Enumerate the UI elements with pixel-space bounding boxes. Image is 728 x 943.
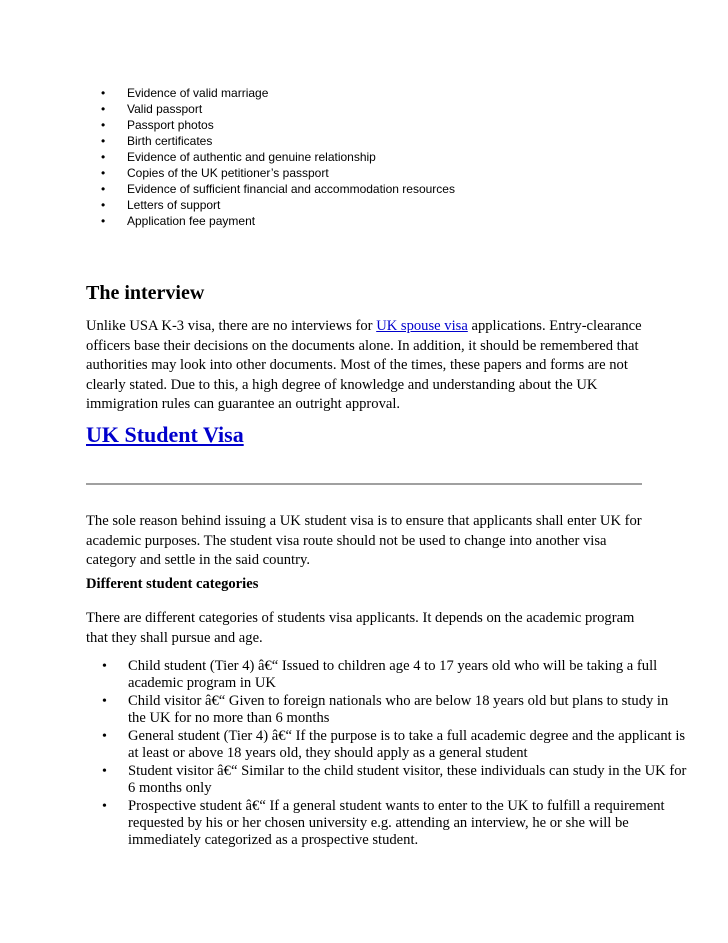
list-item: • Birth certificates	[127, 133, 687, 149]
list-item: • Evidence of authentic and genuine relationship	[127, 149, 687, 165]
student-categories-list	[86, 658, 688, 850]
interview-heading: The interview	[86, 282, 205, 304]
list-item: • Child student (Tier 4) â€“ Issued to children age 4 to 17 years old who will be taking a full academic program in UK	[128, 658, 688, 692]
interview-text-end: applications. Entry-clearance officers base their decisions on the documents alone. In addition, it should be remembered that authorities may look into other documents. Most of the times, these papers and forms are not clearly stated. Due to this, a high degree of knowledge and understanding about the UK immigration rules can guarantee an outright approval.	[86, 318, 642, 413]
list-item: • Passport photos	[127, 117, 687, 133]
horizontal-divider	[86, 483, 642, 485]
list-item: • Letters of support	[127, 197, 687, 213]
list-item: • Prospective student â€“ If a general student wants to enter to the UK to fulfill a requirement requested by his or her chosen university e.g. attending an interview, he or she will be immediately categorized as a prospective student.	[128, 798, 688, 849]
list-item: • Valid passport	[127, 101, 687, 117]
categories-heading: Different student categories	[86, 576, 259, 592]
interview-text-start: Unlike USA K-3 visa, there are no interviews for	[86, 318, 377, 334]
categories-intro: There are different categories of students visa applicants. It depends on the academic program that they shall pursue and age.	[86, 610, 635, 646]
student-visa-intro: The sole reason behind issuing a UK student visa is to ensure that applicants shall enter UK for academic purposes. The student visa route should not be used to change into another visa category and settle in the said country.	[86, 513, 642, 569]
interview-paragraph	[86, 317, 646, 415]
uk-spouse-visa-link[interactable]: UK spouse visa	[376, 318, 468, 334]
uk-student-visa-heading-link[interactable]: UK Student Visa	[86, 422, 244, 447]
list-item: • Evidence of valid marriage	[127, 85, 687, 101]
list-item: • Student visitor â€“ Similar to the child student visitor, these individuals can study in the UK for 6 months only	[128, 763, 688, 797]
list-item: • Copies of the UK petitioner’s passport	[127, 165, 687, 181]
list-item: • Application fee payment	[127, 213, 687, 229]
requirements-list	[86, 85, 687, 229]
list-item: • Evidence of sufficient financial and accommodation resources	[127, 181, 687, 197]
list-item: • Child visitor â€“ Given to foreign nationals who are below 18 years old but plans to study in the UK for no more than 6 months	[128, 693, 688, 727]
list-item: • General student (Tier 4) â€“ If the purpose is to take a full academic degree and the applicant is at least or above 18 years old, they should apply as a general student	[128, 728, 688, 762]
